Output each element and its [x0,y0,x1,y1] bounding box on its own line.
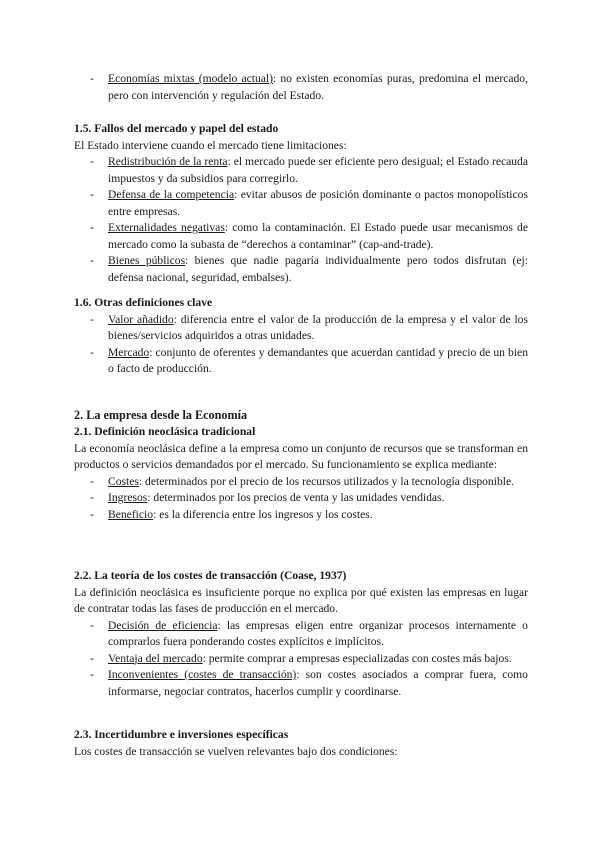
list-item: - Mercado: conjunto de oferentes y demandantes que acuerdan cantidad y precio de un bien o facto de producción. [90,345,528,375]
list-item: - Beneficio: es la diferencia entre los ingresos y los costes. [90,507,373,521]
item-text: : determinados por los precios de venta y las unidades vendidas. [147,491,445,504]
item-term: Beneficio [108,507,154,521]
section-heading: 1.5. Fallos del mercado y papel del estado [74,122,279,135]
section-heading: 1.6. Otras definiciones clave [74,296,213,309]
section-1-5 [74,121,528,286]
section-2 [74,407,528,424]
list-item: - Redistribución de la renta: el mercado puede ser eficiente pero desigual; el Estado recauda impuestos y da subsidios para corregirlo. [90,155,528,185]
section-heading: 2.3. Incertidumbre e inversiones específicas [74,728,289,741]
item-text: : conjunto de oferentes y demandantes que acuerdan cantidad y precio de un bien o facto de producción. [108,345,528,375]
item-text: : no existen economías puras, predomina el mercado, pero con intervención y regulación del Estado. [108,72,528,102]
section-2-3 [74,727,528,760]
item-text: : como la contaminación. El Estado puede usar mecanismos de mercado como la subasta de “derechos a contaminar” (cap-and-trade). [108,221,528,251]
item-text: : es la diferencia entre los ingresos y los costes. [153,507,373,521]
item-term: Externalidades negativas [108,221,225,234]
section-1-6 [74,295,528,378]
item-term: Decisión de eficiencia [108,618,218,632]
list-item: - Defensa de la competencia: evitar abusos de posición dominante o pactos monopolísticos entre empresas. [90,188,528,218]
item-term: Costes [108,474,139,488]
item-text: : son costes asociados a comprar fuera, como informarse, negociar contratos, hacerlos cumplir y coordinarse. [108,668,528,698]
list-item: - Economías mixtas (modelo actual): no existen economías puras, predomina el mercado, pero con intervención y regulación del Estado. [90,72,528,102]
item-term: Ingresos [108,491,148,504]
item-term: Economías mixtas (modelo actual) [108,72,274,85]
chapter-heading: 2. La empresa desde la Economía [74,408,248,422]
section-2-2 [74,568,528,700]
item-term: Mercado [108,345,150,359]
section-heading: 2.2. La teoría de los costes de transacción (Coase, 1937) [74,569,347,582]
list-item: - Valor añadido: diferencia entre el valor de la producción de la empresa y el valor de los bienes/servicios adquiridos a otras unidades. [90,312,528,342]
item-text: : las empresas eligen entre organizar procesos internamente o comprarlos fuera ponderando costes explícitos e implícitos. [108,618,528,648]
list-item: - Bienes públicos: bienes que nadie pagaría individualmente pero todos disfrutan (ej: defensa nacional, seguridad, embalses). [90,254,528,284]
item-text: : el mercado puede ser eficiente pero desigual; el Estado recauda impuestos y da subsidios para corregirlo. [108,155,528,185]
item-term: Redistribución de la renta [108,155,228,168]
section-intro: La economía neoclásica define a la empresa como un conjunto de recursos que se transforman en productos o servicios demandados por el mercado. Su funcionamiento se explica mediante: [74,441,528,471]
section-intro: La definición neoclásica es insuficiente porque no explica por qué existen las empresas en lugar de contratar todas las fases de producción en el mercado. [74,585,528,615]
item-term: Bienes públicos [108,254,186,267]
item-text: : permite comprar a empresas especializadas con costes más bajos. [202,651,512,665]
item-term: Valor añadido [108,312,174,326]
list-item: - Costes: determinados por el precio de los recursos utilizados y la tecnología disponible. [90,474,515,488]
item-text: : bienes que nadie pagaría individualmente pero todos disfrutan (ej: defensa nacional, seguridad, embalses). [108,254,528,284]
item-term: Inconvenientes (costes de transacción) [108,668,297,681]
list-item: - Externalidades negativas: como la contaminación. El Estado puede usar mecanismos de mercado como la subasta de “derechos a contaminar” (cap-and-trade). [90,221,528,251]
item-term: Defensa de la competencia [108,188,235,201]
section-2-1 [74,424,528,523]
section-intro: El Estado interviene cuando el mercado tiene limitaciones: [74,138,347,152]
item-text: : determinados por el precio de los recursos utilizados y la tecnología disponible. [138,474,515,488]
list-item: - Decisión de eficiencia: las empresas eligen entre organizar procesos internamente o comprarlos fuera ponderando costes explícitos e implícitos. [90,618,528,648]
intro-list-block [74,71,528,104]
list-item: - Inconvenientes (costes de transacción): son costes asociados a comprar fuera, como informarse, negociar contratos, hacerlos cumplir y coordinarse. [90,668,528,698]
list-item: - Ventaja del mercado: permite comprar a empresas especializadas con costes más bajos. [90,651,512,665]
list-item: - Ingresos: determinados por los precios de venta y las unidades vendidas. [90,491,445,504]
item-text: : evitar abusos de posición dominante o pactos monopolísticos entre empresas. [108,188,528,218]
section-intro: Los costes de transacción se vuelven relevantes bajo dos condiciones: [74,744,398,758]
section-heading: 2.1. Definición neoclásica tradicional [74,425,256,438]
item-text: : diferencia entre el valor de la producción de la empresa y el valor de los bienes/servicios adquiridos a otras unidades. [108,312,528,342]
item-term: Ventaja del mercado [108,651,203,665]
